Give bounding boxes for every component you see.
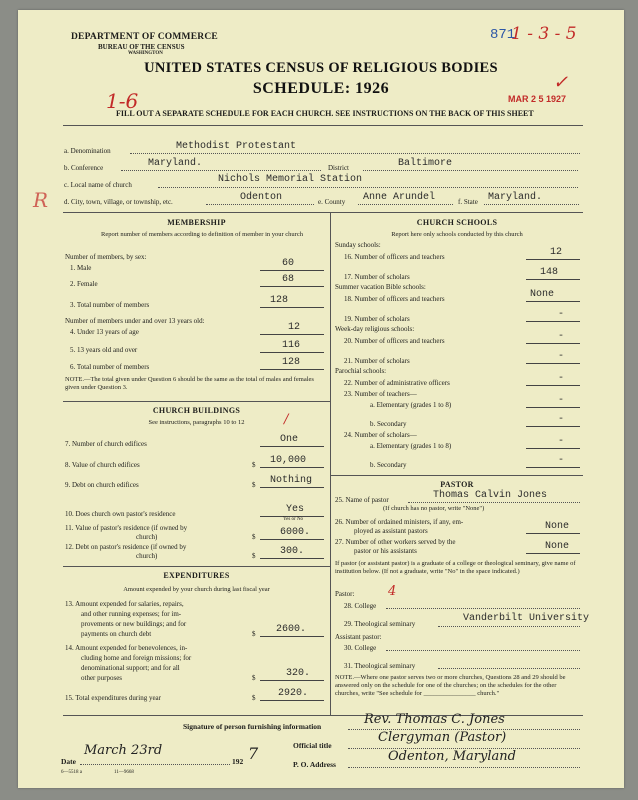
q26-line [526,533,580,534]
q10-label: 10. Does church own pastor's residence [65,510,176,518]
q6-value: 128 [282,357,301,368]
census-schedule-sheet [18,10,624,788]
signature-label: Signature of person furnishing information [183,722,322,731]
q17-value: 148 [540,267,559,278]
vacation-schools-label: Summer vacation Bible schools: [335,283,426,291]
assistant-pastor-label: Assistant pastor: [335,633,382,641]
q24b-line [526,467,580,468]
schools-subheading: Report here only schools conducted by this church [391,231,523,238]
sunday-schools-label: Sunday schools: [335,241,381,249]
buildings-subheading: See instructions, paragraphs 10 to 12 [148,419,245,426]
q29-label: 29. Theological seminary [344,620,416,628]
q30-line [386,650,580,651]
q18-label: 18. Number of officers and teachers [344,295,445,303]
schools-heading: CHURCH SCHOOLS [416,218,498,227]
q14-label-4: other purposes [81,674,123,682]
address-value: Odenton, Maryland [388,749,516,764]
header-divider [63,125,583,126]
q9-value: Nothing [270,475,313,486]
state-line [484,204,579,205]
year-hand: 7 [248,744,259,763]
q8-dollar: $ [252,461,256,469]
date-value: March 23rd [84,743,163,758]
q21-label: 21. Number of scholars [344,357,410,365]
q12-label-cont: church) [136,552,158,560]
weekday-schools-label: Week-day religious schools: [335,325,415,333]
q23a-line [526,407,580,408]
q5-line [260,352,324,353]
q27-label: 27. Number of other workers served by the [335,538,456,546]
q2-line [260,286,324,287]
year-prefix: 192 [232,757,244,766]
q11-dollar: $ [252,533,256,541]
yes-no-hint: Yes or No [283,517,304,522]
q5-label: 5. 13 years old and over [70,346,138,354]
q13-label-2: and other running expenses; for im- [81,610,182,618]
q1-label: 1. Male [70,264,92,272]
q16-label: 16. Number of officers and teachers [344,253,445,261]
q2-label: 2. Female [70,280,98,288]
county-value: Anne Arundel [363,192,436,203]
parochial-schools-label: Parochial schools: [335,367,387,375]
q4-value: 12 [288,322,301,333]
q23a-value: - [558,395,565,406]
expenditures-subheading: Amount expended by your church during last fiscal year [123,586,270,593]
q13-label: 13. Amount expended for salaries, repairs, [65,600,184,608]
q24a-line [526,448,580,449]
q11-line [260,539,324,540]
date-label: Date [61,757,76,766]
q3-line [260,307,324,308]
state-value: Maryland. [488,192,543,203]
q25-value: Thomas Calvin Jones [433,490,548,501]
signature-value: Rev. Thomas C. Jones [364,712,505,727]
district-label: District [328,164,349,172]
margin-mark: R [33,188,49,212]
q9-line [260,487,324,488]
q17-label: 17. Number of scholars [344,273,410,281]
official-title-value: Clergyman (Pastor) [378,730,507,745]
q26-label-cont: ployed as assistant pastors [354,527,428,535]
q1-line [260,270,324,271]
q13-label-3: provements or new buildings; and for [81,620,187,628]
q22-label: 22. Number of administrative officers [344,379,450,387]
q7-line [260,446,324,447]
membership-heading: MEMBERSHIP [167,218,226,227]
q19-line [526,321,580,322]
q30-label: 30. College [344,644,377,652]
q24b-label: b. Secondary [370,461,407,469]
q13-dollar: $ [252,630,256,638]
q26-value: None [545,521,570,532]
q8-line [260,467,324,468]
q14-label-2: cluding home and foreign missions; for [81,654,192,662]
q23b-label: b. Secondary [370,420,407,428]
q24a-value: - [558,436,565,447]
red-tick-mark: / [284,412,289,427]
form-number: 6—5518 a [61,770,82,775]
q18-value: None [530,289,555,300]
pastor-top-rule [330,475,583,476]
section-bottom-rule [63,715,583,716]
q19-label: 19. Number of scholars [344,315,410,323]
conference-line [121,170,321,171]
q24a-label: a. Elementary (grades 1 to 8) [370,442,452,450]
expenditures-heading: EXPENDITURES [163,571,230,580]
department-label: DEPARTMENT OF COMMERCE [71,32,218,42]
pastor-heading: PASTOR [440,480,474,489]
q8-value: 10,000 [270,455,307,466]
column-divider [330,212,331,715]
denomination-line [130,153,580,154]
q27-line [526,553,580,554]
q6-line [260,369,324,370]
q7-value: One [280,434,299,445]
members-by-sex-label: Number of members, by sex: [65,253,147,261]
q17-line [526,279,580,280]
pastor-note: NOTE.—Where one pastor serves two or more churches, Questions 28 and 29 should be answered only on the schedule for one of the churches; on the schedules for the other churches, write "See schedule for ________________ church." [335,674,566,697]
q9-label: 9. Debt on church edifices [65,481,139,489]
church-name-line [158,187,578,188]
q22-value: - [558,373,565,384]
city-town-line [206,204,314,205]
q8-label: 8. Value of church edifices [65,461,140,469]
expenditures-top-rule [63,566,330,567]
instructions-line: FILL OUT A SEPARATE SCHEDULE FOR EACH CHURCH. SEE INSTRUCTIONS ON THE BACK OF THIS SHEET [116,109,534,118]
q27-label-cont: pastor or his assistants [354,547,417,555]
q19-value: - [558,309,565,320]
received-stamp: MAR 2 5 1927 [508,94,567,104]
q23b-line [526,426,580,427]
q20-value: - [558,331,565,342]
q31-line [438,668,580,669]
q13-value: 2600. [276,624,307,635]
graduate-note: If pastor (or assistant pastor) is a graduate of a college or theological seminary, give name of institution below. (If not a graduate, write "No" in the space indicated.) [335,560,576,575]
q9-dollar: $ [252,481,256,489]
q15-dollar: $ [252,694,256,702]
q14-label-3: denominational support; and for all [81,664,180,672]
q11-value: 6000. [280,527,311,538]
q12-value: 300. [280,546,305,557]
q10-value: Yes [286,504,305,515]
q14-label: 14. Amount expended for benevolences, in- [65,644,188,652]
page-subtitle: SCHEDULE: 1926 [252,80,390,97]
page-title: UNITED STATES CENSUS OF RELIGIOUS BODIES [144,60,498,76]
address-label: P. O. Address [293,760,336,769]
q4-label: 4. Under 13 years of age [70,328,139,336]
city-label: WASHINGTON [128,51,163,56]
q13-line [260,636,324,637]
q14-line [260,680,324,681]
official-title-label: Official title [293,741,332,750]
q25-hint: (If church has no pastor, write "None") [383,505,485,512]
q12-dollar: $ [252,552,256,560]
q20-line [526,343,580,344]
church-name-label: c. Local name of church [64,181,132,189]
q7-label: 7. Number of church edifices [65,440,147,448]
q11-label: 11. Value of pastor's residence (if owned by [65,524,188,532]
district-value: Baltimore [398,158,453,169]
county-line [358,204,453,205]
q1-value: 60 [282,258,295,269]
conference-label: b. Conference [64,164,104,172]
q6-label: 6. Total number of members [70,363,150,371]
church-name-value: Nichols Memorial Station [218,174,363,185]
q12-label: 12. Debt on pastor's residence (if owned by [65,543,187,551]
section-top-rule [63,212,583,213]
q25-line [408,502,580,503]
membership-subheading: Report number of members according to definition of member in your church [101,231,303,238]
date-line [80,764,230,765]
q23b-value: - [558,414,565,425]
handwritten-code: 1-6 [106,89,139,113]
q20-label: 20. Number of officers and teachers [344,337,445,345]
q16-value: 12 [550,247,563,258]
q24b-value: - [558,455,565,466]
q28-label: 28. College [344,602,377,610]
q21-value: - [558,351,565,362]
q12-line [260,558,324,559]
city-town-value: Odenton [240,192,283,203]
q26-label: 26. Number of ordained ministers, if any, em- [335,518,464,526]
print-code: 11—9668 [114,770,134,775]
q2-value: 68 [282,274,295,285]
q5-value: 116 [282,340,301,351]
q25-label: 25. Name of pastor [335,496,389,504]
red-mark-4: 4 [388,584,397,599]
q15-label: 15. Total expenditures during year [65,694,161,702]
q16-line [526,259,580,260]
q15-line [260,700,324,701]
pastor-sublabel: Pastor: [335,590,355,598]
denomination-label: a. Denomination [64,147,111,155]
denomination-value: Methodist Protestant [176,141,297,152]
district-line [363,170,578,171]
q23a-label: a. Elementary (grades 1 to 8) [370,401,452,409]
q13-label-4: payments on church debt [81,630,152,638]
q3-label: 3. Total number of members [70,301,150,309]
q24-label: 24. Number of scholars— [344,431,417,439]
handwritten-number: 1 - 3 - 5 [511,24,577,44]
q22-line [526,385,580,386]
conference-value: Maryland. [148,158,203,169]
q29-value: Vanderbilt University [463,613,590,624]
age-heading: Number of members under and over 13 years old: [65,317,205,325]
address-line [348,767,580,768]
q29-line [438,626,580,627]
buildings-heading: CHURCH BUILDINGS [152,406,241,415]
q15-value: 2920. [278,688,309,699]
q28-line [386,608,580,609]
stamp-number: 871 [490,27,516,43]
q27-value: None [545,541,570,552]
q14-value: 320. [286,668,311,679]
county-label: e. County [318,198,346,206]
check-mark-icon: ✓ [553,72,569,93]
state-label: f. State [458,198,478,206]
q23-label: 23. Number of teachers— [344,390,417,398]
membership-note: NOTE.—The total given under Question 6 should be the same as the total of males and females given under Question 3. [65,376,314,391]
q4-line [260,334,324,335]
q14-dollar: $ [252,674,256,682]
q31-label: 31. Theological seminary [344,662,416,670]
q21-line [526,363,580,364]
q3-value: 128 [270,295,289,306]
bureau-label: BUREAU OF THE CENSUS [98,43,185,51]
city-town-label: d. City, town, village, or township, etc. [64,198,173,206]
q11-label-cont: church) [136,533,158,541]
buildings-top-rule [63,401,330,402]
q18-line [526,301,580,302]
